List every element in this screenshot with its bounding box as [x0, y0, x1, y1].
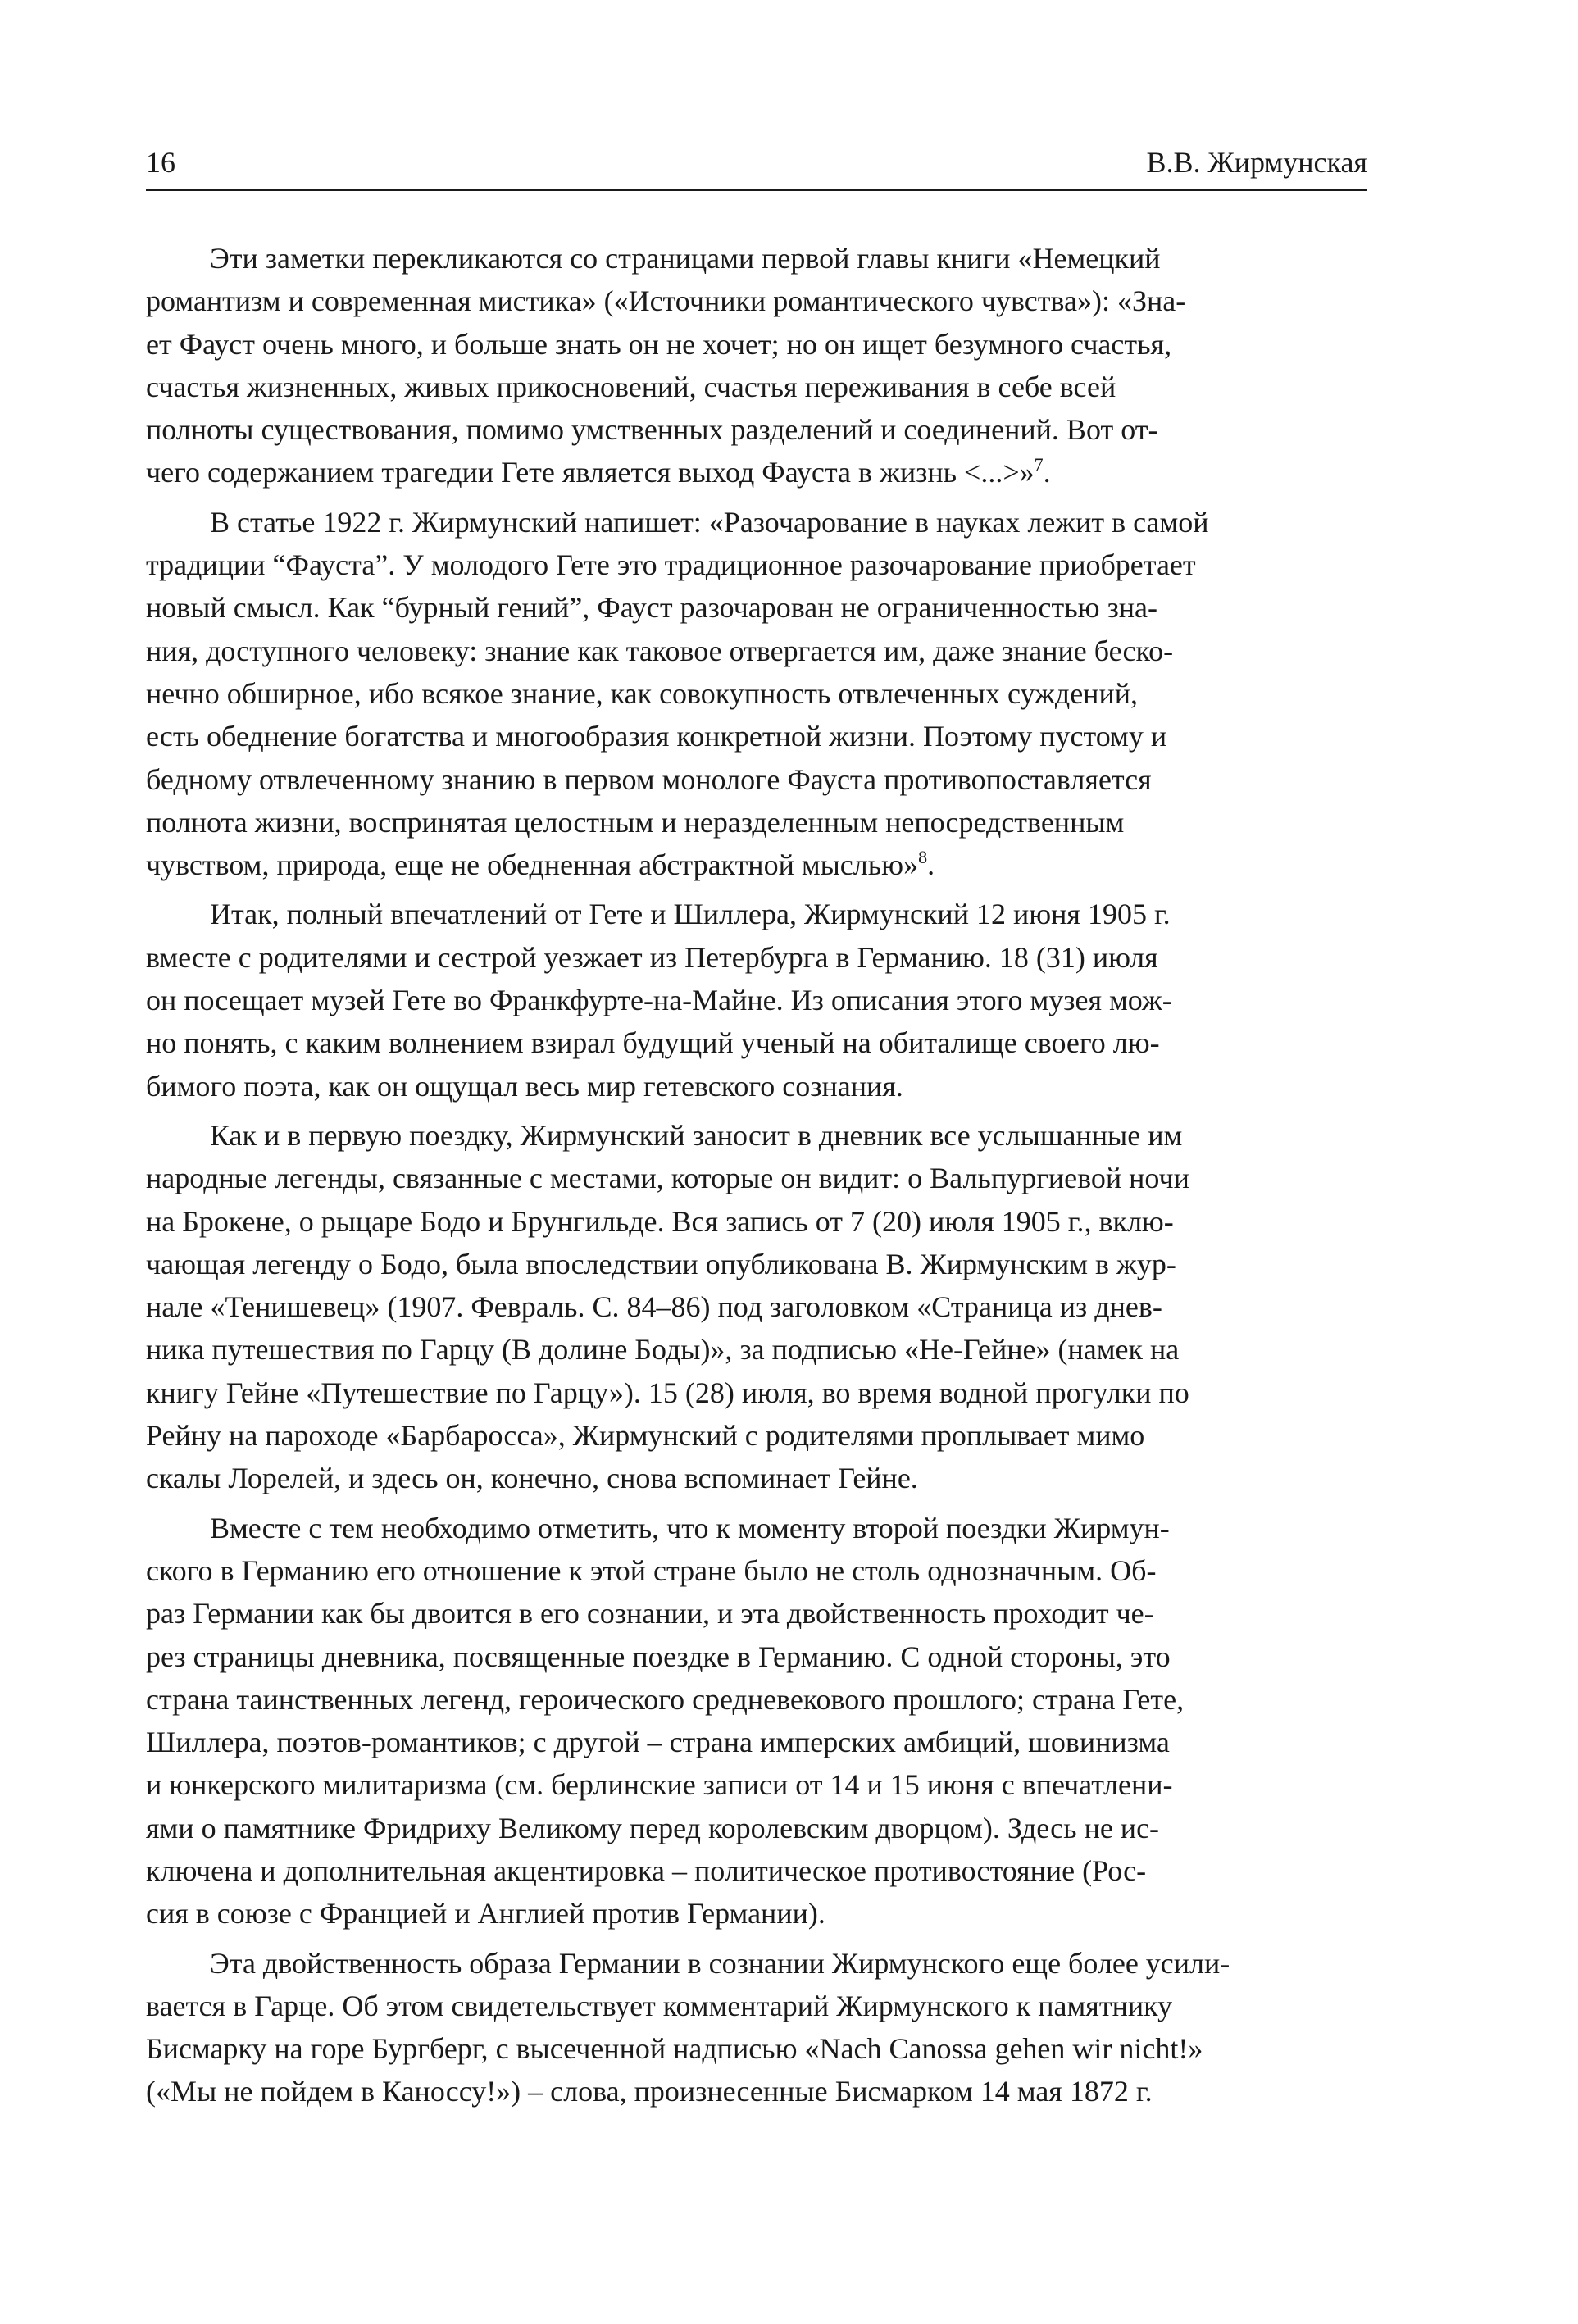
text-line: чувством, природа, еще не обедненная абстрактной мыслью» [146, 848, 919, 882]
text-line: нечно обширное, ибо всякое знание, как совокупность отвлеченных суждений, [146, 676, 1138, 710]
text-line: бедному отвлеченному знанию в первом монологе Фауста противопоставляется [146, 762, 1152, 796]
paragraph [146, 1114, 1367, 1500]
text-line: вместе с родителями и сестрой уезжает из Петербурга в Германию. 18 (31) июля [146, 940, 1158, 974]
text-line: Вместе с тем необходимо отметить, что к моменту второй поездки Жирмун- [210, 1511, 1170, 1544]
text-line: Бисмарку на горе Бургберг, с высеченной надписью «Nach Canossa gehen wir nicht!» [146, 2032, 1203, 2066]
paragraph [146, 893, 1367, 1107]
text-line: ника путешествия по Гарцу (В долине Боды)», за подписью «Не-Гейне» (намек на [146, 1333, 1180, 1367]
text-line: («Мы не пойдем в Каноссу!») – слова, произнесенные Бисмарком 14 мая 1872 г. [146, 2075, 1153, 2108]
paragraph [146, 237, 1367, 494]
text-line: полнота жизни, воспринятая целостным и неразделенным непосредственным [146, 805, 1125, 839]
body-text [146, 237, 1367, 2113]
text-line: бимого поэта, как он ощущал весь мир гетевского сознания. [146, 1069, 903, 1103]
text-line: новый смысл. Как “бурный гений”, Фауст разочарован не ограниченностью зна- [146, 591, 1158, 625]
text-line: сия в союзе с Францией и Англией против Германии). [146, 1897, 825, 1931]
last-line-wrap [146, 844, 1367, 886]
text-line: народные легенды, связанные с местами, которые он видит: о Вальпургиевой ночи [146, 1162, 1189, 1195]
page-number: 16 [146, 146, 175, 179]
text-line: на Брокене, о рыцаре Бодо и Брунгильде. Вся запись от 7 (20) июля 1905 г., вклю- [146, 1204, 1174, 1238]
text-line: ет Фауст очень много, и больше знать он не хочет; но он ищет безумного счастья, [146, 327, 1172, 361]
text-line: Эти заметки перекликаются со страницами первой главы книги «Немецкий [210, 242, 1161, 275]
text-line: раз Германии как бы двоится в его сознании, и эта двойственность проходит че- [146, 1597, 1154, 1630]
text-line: Эта двойственность образа Германии в сознании Жирмунского еще более усили- [210, 1946, 1230, 1980]
text-line: ния, доступного человеку: знание как таковое отвергается им, даже знание беско- [146, 634, 1174, 667]
text-line: счастья жизненных, живых прикосновений, счастья переживания в себе всей [146, 370, 1116, 403]
text-line: рез страницы дневника, посвященные поездке в Германию. С одной стороны, это [146, 1640, 1171, 1673]
text-line: Рейну на пароходе «Барбаросса», Жирмунский с родителями проплывает мимо [146, 1419, 1145, 1453]
text-line: чего содержанием трагедии Гете является выход Фауста в жизнь <...>» [146, 456, 1035, 489]
text-line: страна таинственных легенд, героического средневекового прошлого; страна Гете, [146, 1682, 1185, 1716]
text-line: традиции “Фауста”. У молодого Гете это традиционное разочарование приобретает [146, 548, 1196, 582]
text-line: ями о памятнике Фридриху Великому перед королевским дворцом). Здесь не ис- [146, 1811, 1160, 1844]
text-line: Как и в первую поездку, Жирмунский заносит в дневник все услышанные им [210, 1118, 1183, 1152]
footnote-marker[interactable]: 8 [918, 847, 928, 868]
text-line: но понять, с каким волнением взирал будущий ученый на обиталище своего лю- [146, 1026, 1160, 1060]
paragraph [146, 501, 1367, 887]
sentence-end: . [1043, 456, 1051, 489]
text-line: Шиллера, поэтов-романтиков; с другой – страна имперских амбиций, шовинизма [146, 1726, 1170, 1759]
text-line: полноты существования, помимо умственных разделений и соединений. Вот от- [146, 413, 1158, 447]
running-title: В.В. Жирмунская [1146, 146, 1367, 179]
paragraph [146, 1942, 1367, 2113]
text-line: есть обеднение богатства и многообразия конкретной жизни. Поэтому пустому и [146, 720, 1167, 753]
header-rule [146, 189, 1367, 191]
text-line: вается в Гарце. Об этом свидетельствует комментарий Жирмунского к памятнику [146, 1989, 1173, 2022]
text-line: чающая легенду о Бодо, была впоследствии опубликована В. Жирмунским в жур- [146, 1247, 1176, 1280]
text-line: Итак, полный впечатлений от Гете и Шиллера, Жирмунский 12 июня 1905 г. [210, 898, 1171, 931]
text-line: он посещает музей Гете во Франкфурте-на-Майне. Из описания этого музея мож- [146, 984, 1172, 1017]
text-line: ского в Германию его отношение к этой стране было не столь однозначным. Об- [146, 1553, 1157, 1587]
text-line: В статье 1922 г. Жирмунский напишет: «Разочарование в науках лежит в самой [210, 505, 1209, 539]
text-line: ключена и дополнительная акцентировка – политическое противостояние (Рос- [146, 1853, 1147, 1887]
sentence-end: . [927, 848, 935, 882]
paragraph [146, 1507, 1367, 1935]
text-line: нале «Тенишевец» (1907. Февраль. С. 84–86) под заголовком «Страница из днев- [146, 1290, 1162, 1324]
footnote-marker[interactable]: 7 [1034, 454, 1044, 475]
text-line: и юнкерского милитаризма (см. берлинские записи от 14 и 15 июня с впечатлени- [146, 1768, 1173, 1802]
last-line-wrap [146, 451, 1367, 493]
text-line: скалы Лорелей, и здесь он, конечно, снова вспоминает Гейне. [146, 1462, 918, 1495]
text-line: книгу Гейне «Путешествие по Гарцу»). 15 (28) июля, во время водной прогулки по [146, 1376, 1189, 1409]
text-line: романтизм и современная мистика» («Источники романтического чувства»): «Зна- [146, 284, 1186, 318]
